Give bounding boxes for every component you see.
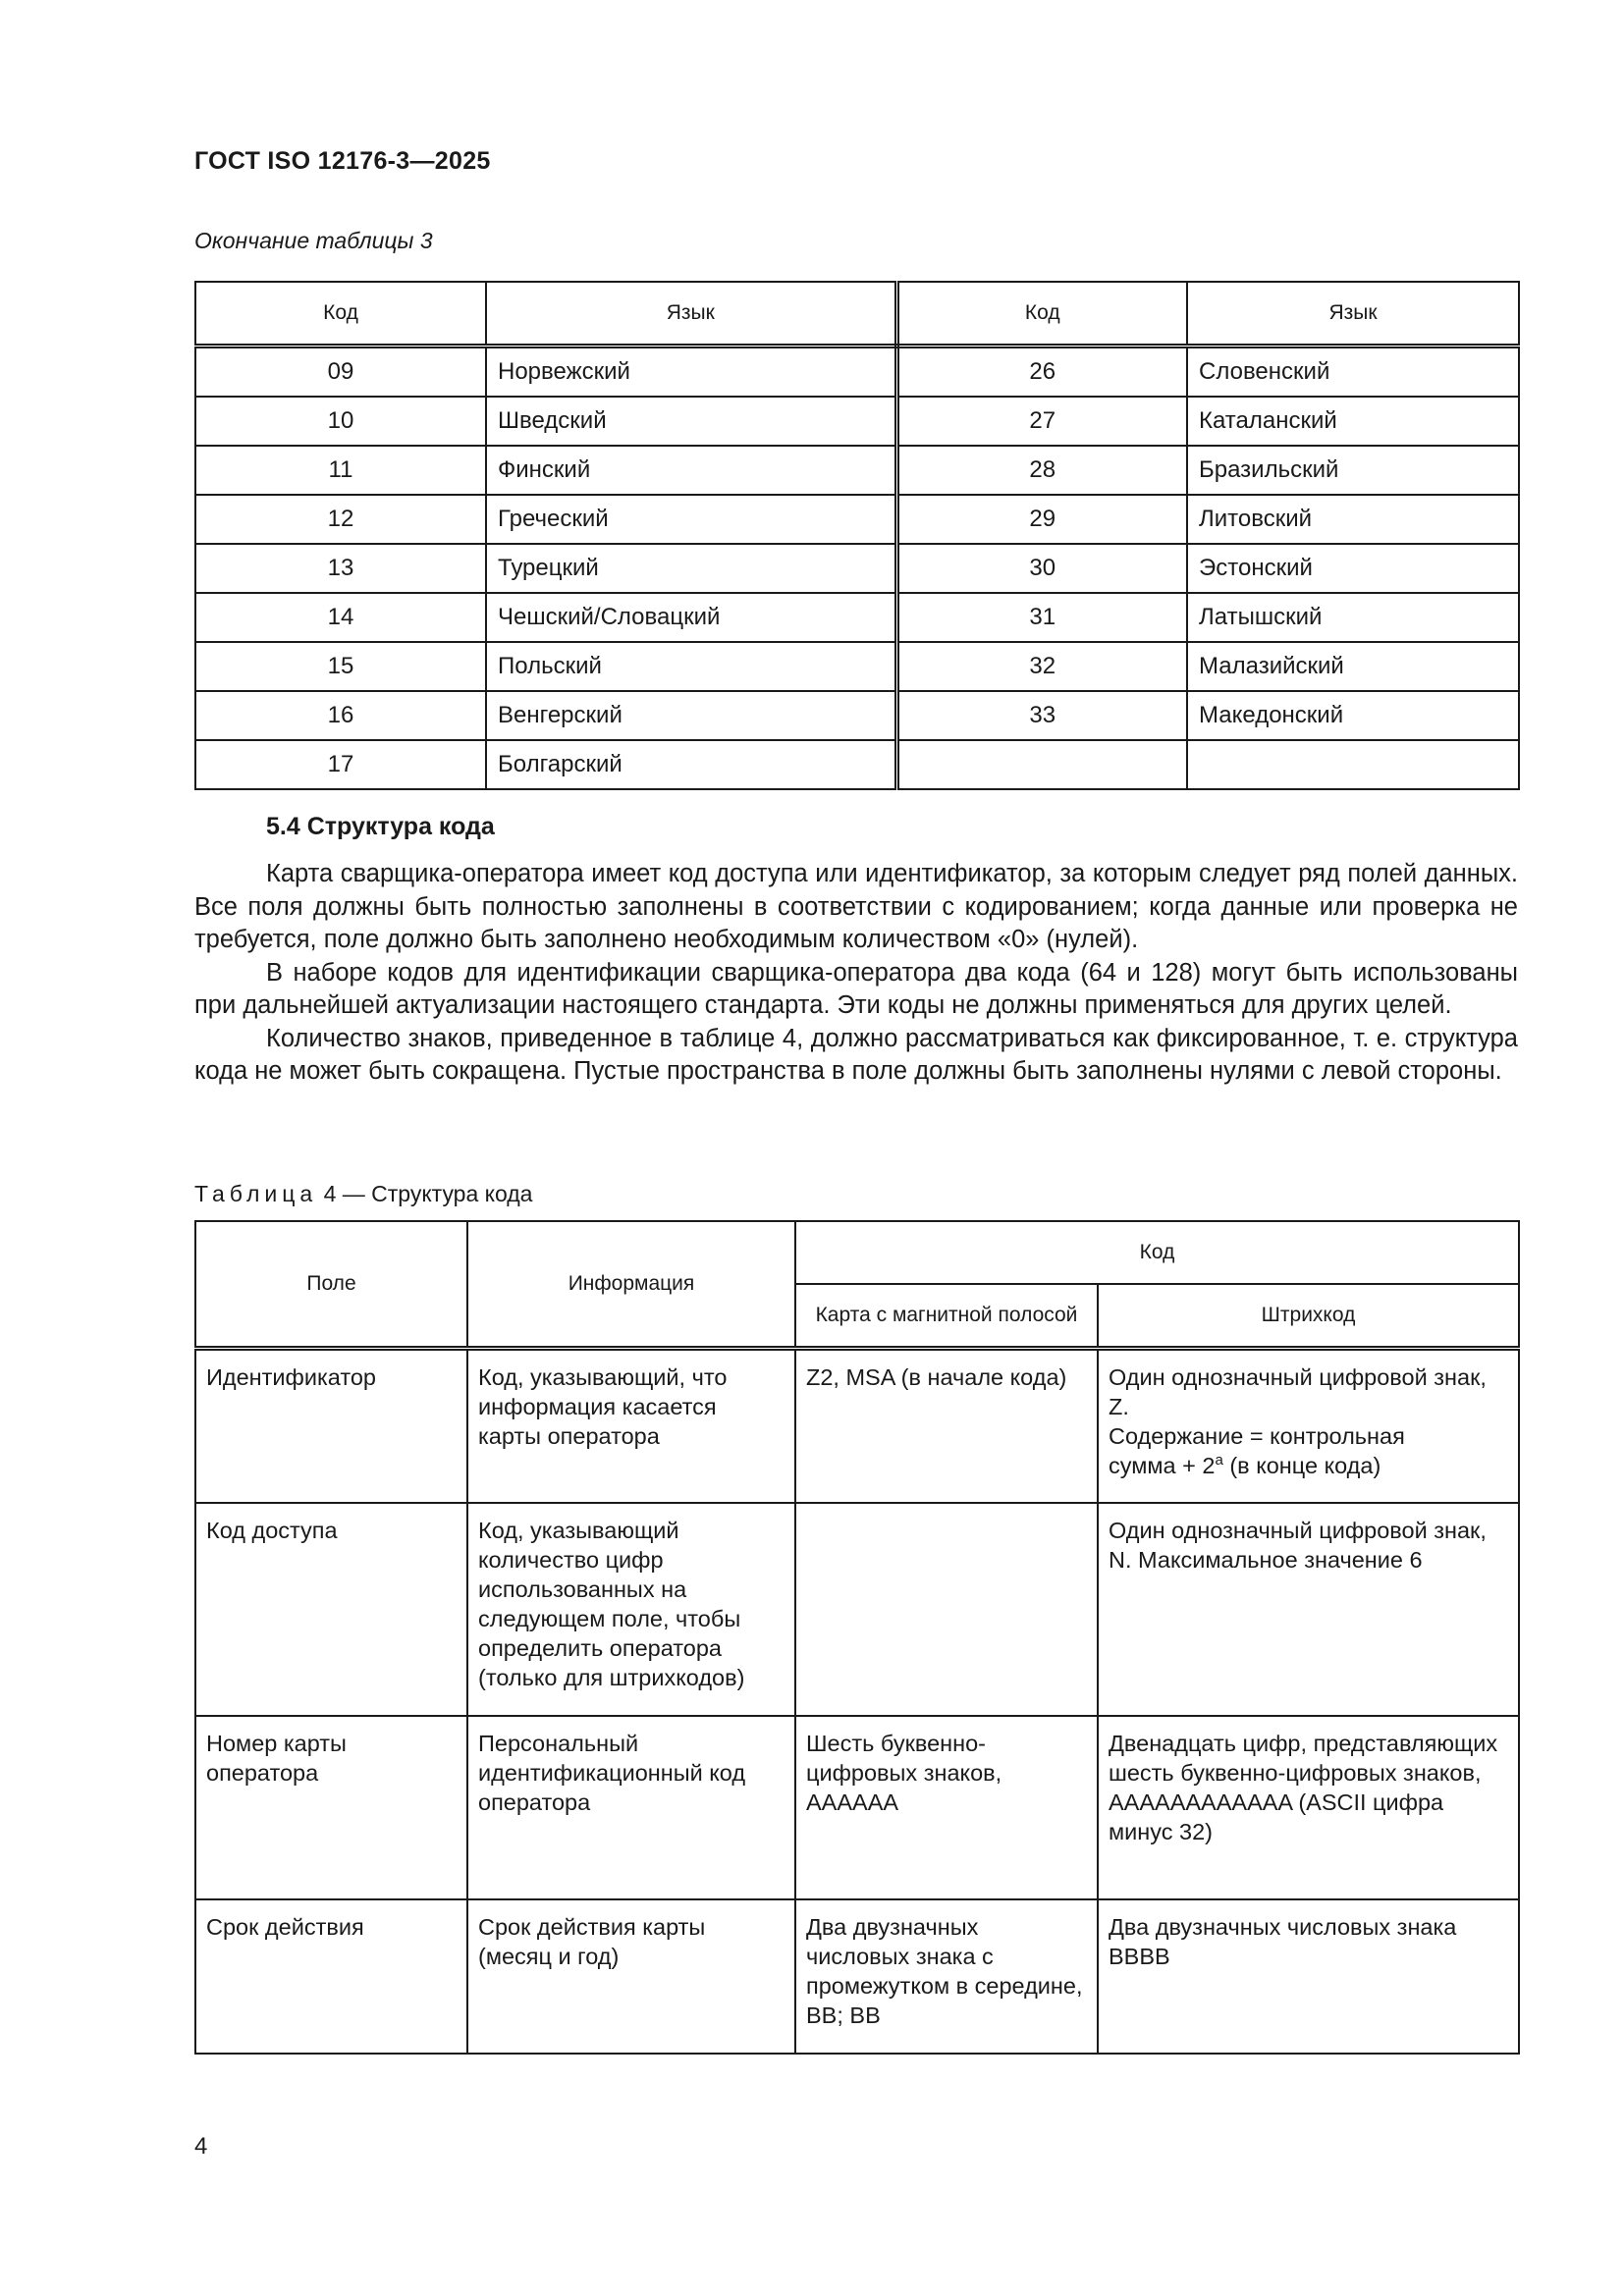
language-cell: Эстонский (1187, 544, 1519, 593)
info-cell: Персональный идентификационный код оператора (467, 1716, 795, 1899)
language-cell: Греческий (486, 495, 896, 544)
table-row (195, 544, 1519, 593)
code-structure-table (194, 1220, 1520, 2055)
barcode-line: знак, Z. (1109, 1364, 1487, 1419)
magstripe-cell: Два двузначных числовых знака с промежутком в середине, BB; BB (795, 1899, 1098, 2054)
table3-header-code: Код (896, 282, 1187, 347)
language-cell: Каталанский (1187, 397, 1519, 446)
language-cell: Польский (486, 642, 896, 691)
table4-header-row (195, 1221, 1519, 1284)
code-cell: 27 (896, 397, 1187, 446)
table-row (195, 691, 1519, 740)
barcode-cell: Два двузначных числовых знака BBBB (1098, 1899, 1519, 2054)
header-info: Информация (467, 1221, 795, 1349)
language-code-table (194, 281, 1520, 790)
field-cell: Идентификатор (195, 1349, 467, 1503)
language-cell: Болгарский (486, 740, 896, 789)
code-cell: 14 (195, 593, 486, 642)
code-cell: 31 (896, 593, 1187, 642)
table-row (195, 1899, 1519, 2054)
language-cell: Малазийский (1187, 642, 1519, 691)
field-cell: Номер карты оператора (195, 1716, 467, 1899)
code-cell: 30 (896, 544, 1187, 593)
code-cell: 16 (195, 691, 486, 740)
field-cell: Код доступа (195, 1503, 467, 1716)
info-cell: Код, указывающий количество цифр использованных на следующем поле, чтобы определить оператора (только для штрихкодов) (467, 1503, 795, 1716)
barcode-line: сумма + 2 (1109, 1453, 1216, 1478)
code-cell: 10 (195, 397, 486, 446)
header-code: Код (795, 1221, 1519, 1284)
magstripe-cell: Z2, MSA (в начале кода) (795, 1349, 1098, 1503)
barcode-line: Содержание = контрольная (1109, 1423, 1405, 1449)
table3-header-code: Код (195, 282, 486, 347)
language-cell: Норвежский (486, 347, 896, 398)
section-title: 5.4 Структура кода (266, 813, 495, 840)
barcode-line: Один однозначный цифровой (1109, 1364, 1428, 1390)
language-cell: Македонский (1187, 691, 1519, 740)
language-cell: Бразильский (1187, 446, 1519, 495)
footnote-marker: a (1215, 1452, 1223, 1469)
table4-caption-label: Таблица (194, 1181, 318, 1206)
paragraph: Карта сварщика-оператора имеет код доступа или идентификатор, за которым следует ряд полей данных. Все поля должны быть полностью заполнены в соответствии с кодированием; когда данные или проверка не требуется, поле должно быть заполнено необходимым количеством «0» (нулей). (194, 860, 1518, 953)
page-number: 4 (194, 2133, 208, 2160)
header-barcode: Штрихкод (1098, 1284, 1519, 1349)
language-cell: Шведский (486, 397, 896, 446)
section-body (194, 858, 1518, 1089)
language-cell (1187, 740, 1519, 789)
code-cell: 12 (195, 495, 486, 544)
code-cell: 17 (195, 740, 486, 789)
field-cell: Срок действия (195, 1899, 467, 2054)
paragraph: Количество знаков, приведенное в таблице 4, должно рассматриваться как фиксированное, т. е. структура кода не может быть сокращена. Пустые пространства в поле должны быть заполнены нулями с левой стороны. (194, 1024, 1518, 1085)
code-cell: 11 (195, 446, 486, 495)
code-cell: 26 (896, 347, 1187, 398)
paragraph: В наборе кодов для идентификации сварщика-оператора два кода (64 и 128) могут быть использованы при дальнейшей актуализации настоящего стандарта. Эти коды не должны применяться для других целей. (194, 958, 1518, 1019)
table4-caption (194, 1181, 532, 1207)
table-row (195, 347, 1519, 398)
table3-header-language: Язык (1187, 282, 1519, 347)
language-cell: Литовский (1187, 495, 1519, 544)
table3-header-row (195, 282, 1519, 347)
code-cell (896, 740, 1187, 789)
table-row (195, 740, 1519, 789)
document-header: ГОСТ ISO 12176-3—2025 (194, 147, 491, 175)
table-row (195, 1716, 1519, 1899)
code-cell: 09 (195, 347, 486, 398)
table-row (195, 593, 1519, 642)
table4-caption-text: 4 — Структура кода (317, 1181, 533, 1206)
table-row (195, 1503, 1519, 1716)
code-cell: 28 (896, 446, 1187, 495)
barcode-cell (1098, 1349, 1519, 1503)
table-row (195, 642, 1519, 691)
info-cell: Срок действия карты (месяц и год) (467, 1899, 795, 2054)
header-magstripe: Карта с магнитной полосой (795, 1284, 1098, 1349)
code-cell: 29 (896, 495, 1187, 544)
table-row (195, 1349, 1519, 1503)
info-cell: Код, указывающий, что информация касается карты оператора (467, 1349, 795, 1503)
language-cell: Словенский (1187, 347, 1519, 398)
table-row (195, 446, 1519, 495)
barcode-line: (в конце кода) (1222, 1453, 1381, 1478)
language-cell: Латышский (1187, 593, 1519, 642)
table3-caption: Окончание таблицы 3 (194, 228, 433, 253)
barcode-cell: Двенадцать цифр, представляющих шесть буквенно-цифровых знаков, AAAAAAAAAAAA (ASCII цифра минус 32) (1098, 1716, 1519, 1899)
magstripe-cell (795, 1503, 1098, 1716)
language-cell: Чешский/Словацкий (486, 593, 896, 642)
table-row (195, 397, 1519, 446)
language-cell: Финский (486, 446, 896, 495)
code-cell: 32 (896, 642, 1187, 691)
magstripe-cell: Шесть буквенно-цифровых знаков, AAAAAA (795, 1716, 1098, 1899)
code-cell: 15 (195, 642, 486, 691)
language-cell: Турецкий (486, 544, 896, 593)
code-cell: 13 (195, 544, 486, 593)
code-cell: 33 (896, 691, 1187, 740)
table-row (195, 495, 1519, 544)
header-field: Поле (195, 1221, 467, 1349)
language-cell: Венгерский (486, 691, 896, 740)
table3-header-language: Язык (486, 282, 896, 347)
barcode-cell: Один однозначный цифровой знак, N. Максимальное значение 6 (1098, 1503, 1519, 1716)
